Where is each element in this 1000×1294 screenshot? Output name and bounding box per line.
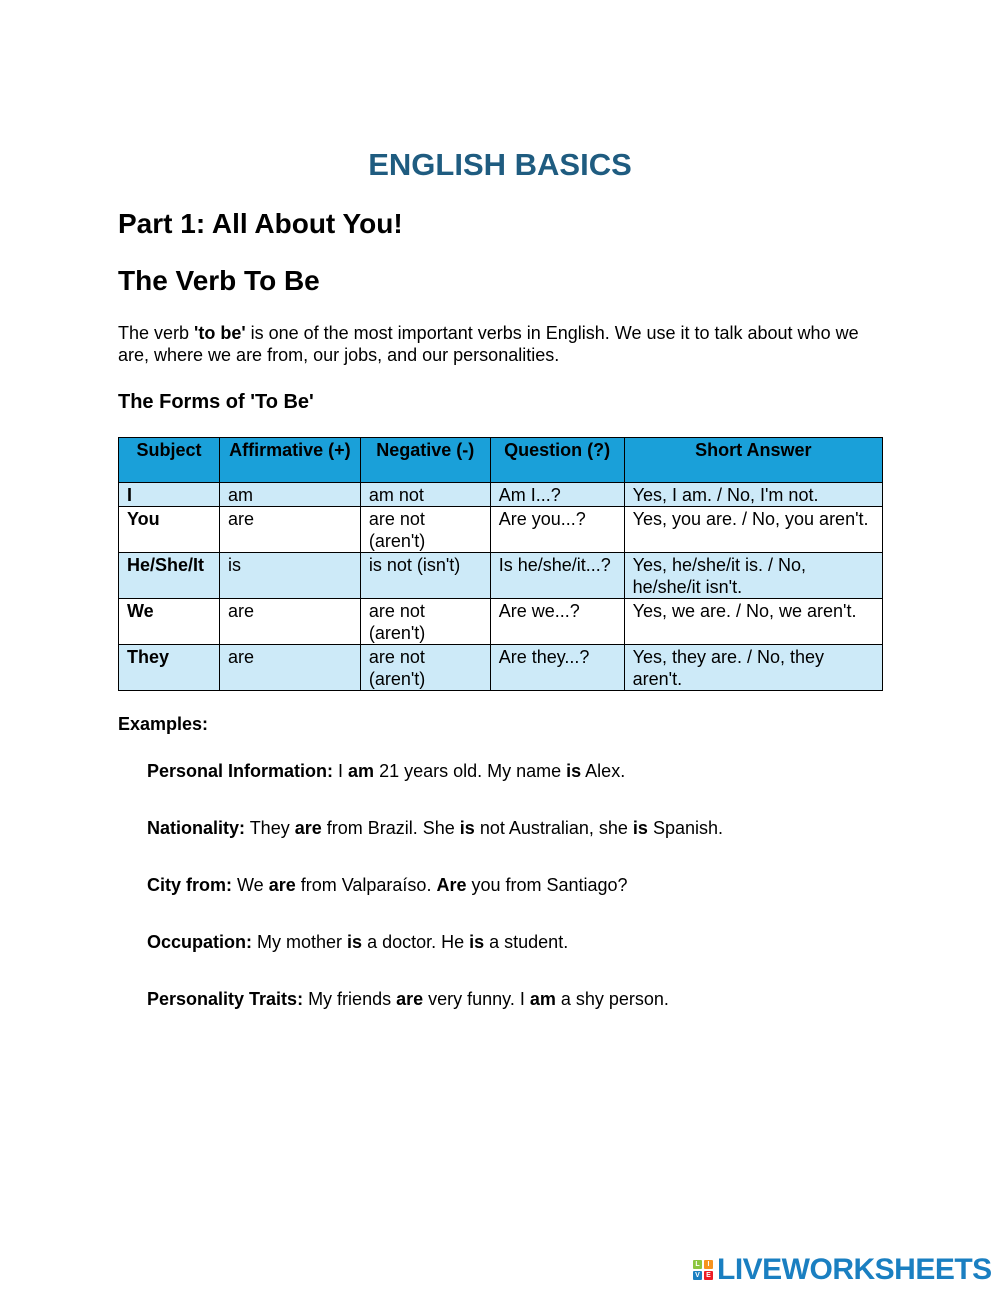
table-row — [119, 507, 883, 553]
example-label: Personality Traits: — [147, 989, 304, 1009]
cell-subject: I — [119, 483, 220, 507]
logo-text: LIVEWORKSHEETS — [717, 1253, 992, 1286]
cell-affirmative: am — [219, 483, 360, 507]
example-text: a doctor. He — [362, 932, 470, 952]
cell-subject: We — [119, 599, 220, 645]
example-verb: are — [294, 818, 322, 838]
example-text: you from Santiago? — [466, 875, 628, 895]
table-row — [119, 645, 883, 691]
example-text: 21 years old. My name — [374, 761, 567, 781]
cell-negative: am not — [360, 483, 490, 507]
example-text: We — [232, 875, 269, 895]
example-text: Spanish. — [647, 818, 723, 838]
cell-short-answer: Yes, they are. / No, they aren't. — [624, 645, 882, 691]
example-verb: is — [347, 932, 363, 952]
header-question: Question (?) — [490, 438, 624, 483]
example-label: Personal Information: — [147, 761, 334, 781]
liveworksheets-logo — [693, 1255, 992, 1285]
example-nationality — [147, 817, 723, 839]
table-row — [119, 553, 883, 599]
example-verb: is — [566, 761, 582, 781]
section-heading: The Verb To Be — [118, 265, 320, 296]
example-text: Alex. — [581, 761, 626, 781]
example-personal-information — [147, 760, 625, 782]
cell-short-answer: Yes, we are. / No, we aren't. — [624, 599, 882, 645]
logo-mark-letter: V — [693, 1271, 702, 1280]
example-verb: am — [529, 989, 556, 1009]
logo-mark-letter: I — [704, 1260, 713, 1269]
logo-mark-letter: E — [704, 1271, 713, 1280]
example-city-from — [147, 874, 628, 896]
example-verb: is — [459, 818, 475, 838]
example-label: City from: — [147, 875, 232, 895]
header-short-answer: Short Answer — [624, 438, 882, 483]
part-heading: Part 1: All About You! — [118, 208, 403, 239]
example-text: very funny. I — [423, 989, 530, 1009]
example-verb: are — [268, 875, 296, 895]
example-verb: are — [396, 989, 424, 1009]
example-occupation — [147, 931, 568, 953]
document-title: ENGLISH BASICS — [368, 147, 632, 182]
examples-label: Examples: — [118, 714, 209, 734]
cell-subject: They — [119, 645, 220, 691]
example-text: My friends — [303, 989, 397, 1009]
cell-short-answer: Yes, he/she/it is. / No, he/she/it isn't. — [624, 553, 882, 599]
example-text: a student. — [484, 932, 569, 952]
example-text: from Brazil. She — [321, 818, 460, 838]
cell-negative: is not (isn't) — [360, 553, 490, 599]
example-text: They — [245, 818, 295, 838]
example-text: a shy person. — [555, 989, 669, 1009]
example-verb: is — [632, 818, 648, 838]
example-text: My mother — [252, 932, 348, 952]
header-negative: Negative (-) — [360, 438, 490, 483]
example-text: not Australian, she — [474, 818, 633, 838]
table-row — [119, 483, 883, 507]
cell-question: Is he/she/it...? — [490, 553, 624, 599]
forms-heading: The Forms of 'To Be' — [118, 391, 314, 413]
intro-before: The verb — [118, 323, 195, 343]
example-verb: am — [348, 761, 375, 781]
cell-negative: are not (aren't) — [360, 507, 490, 553]
intro-after: is one of the most important verbs in English. We use it to talk about who we are, where we are from, our jobs, and our personalities. — [118, 323, 859, 365]
example-verb: is — [469, 932, 485, 952]
example-label: Occupation: — [147, 932, 253, 952]
cell-question: Am I...? — [490, 483, 624, 507]
logo-mark-icon — [693, 1260, 713, 1280]
cell-affirmative: are — [219, 507, 360, 553]
cell-negative: are not (aren't) — [360, 599, 490, 645]
cell-subject: He/She/It — [119, 553, 220, 599]
intro-paragraph — [118, 322, 878, 366]
cell-question: Are you...? — [490, 507, 624, 553]
table-row — [119, 599, 883, 645]
cell-question: Are they...? — [490, 645, 624, 691]
header-subject: Subject — [119, 438, 220, 483]
example-text: I — [333, 761, 349, 781]
forms-table — [118, 437, 883, 691]
cell-affirmative: is — [219, 553, 360, 599]
cell-affirmative: are — [219, 599, 360, 645]
cell-short-answer: Yes, I am. / No, I'm not. — [624, 483, 882, 507]
example-personality-traits — [147, 988, 669, 1010]
cell-subject: You — [119, 507, 220, 553]
cell-affirmative: are — [219, 645, 360, 691]
example-text: from Valparaíso. — [295, 875, 437, 895]
intro-bold: 'to be' — [194, 323, 246, 343]
cell-short-answer: Yes, you are. / No, you aren't. — [624, 507, 882, 553]
example-label: Nationality: — [147, 818, 246, 838]
logo-mark-letter: L — [693, 1260, 702, 1269]
cell-question: Are we...? — [490, 599, 624, 645]
table-header-row — [119, 438, 883, 483]
header-affirmative: Affirmative (+) — [219, 438, 360, 483]
example-verb: Are — [436, 875, 467, 895]
cell-negative: are not (aren't) — [360, 645, 490, 691]
